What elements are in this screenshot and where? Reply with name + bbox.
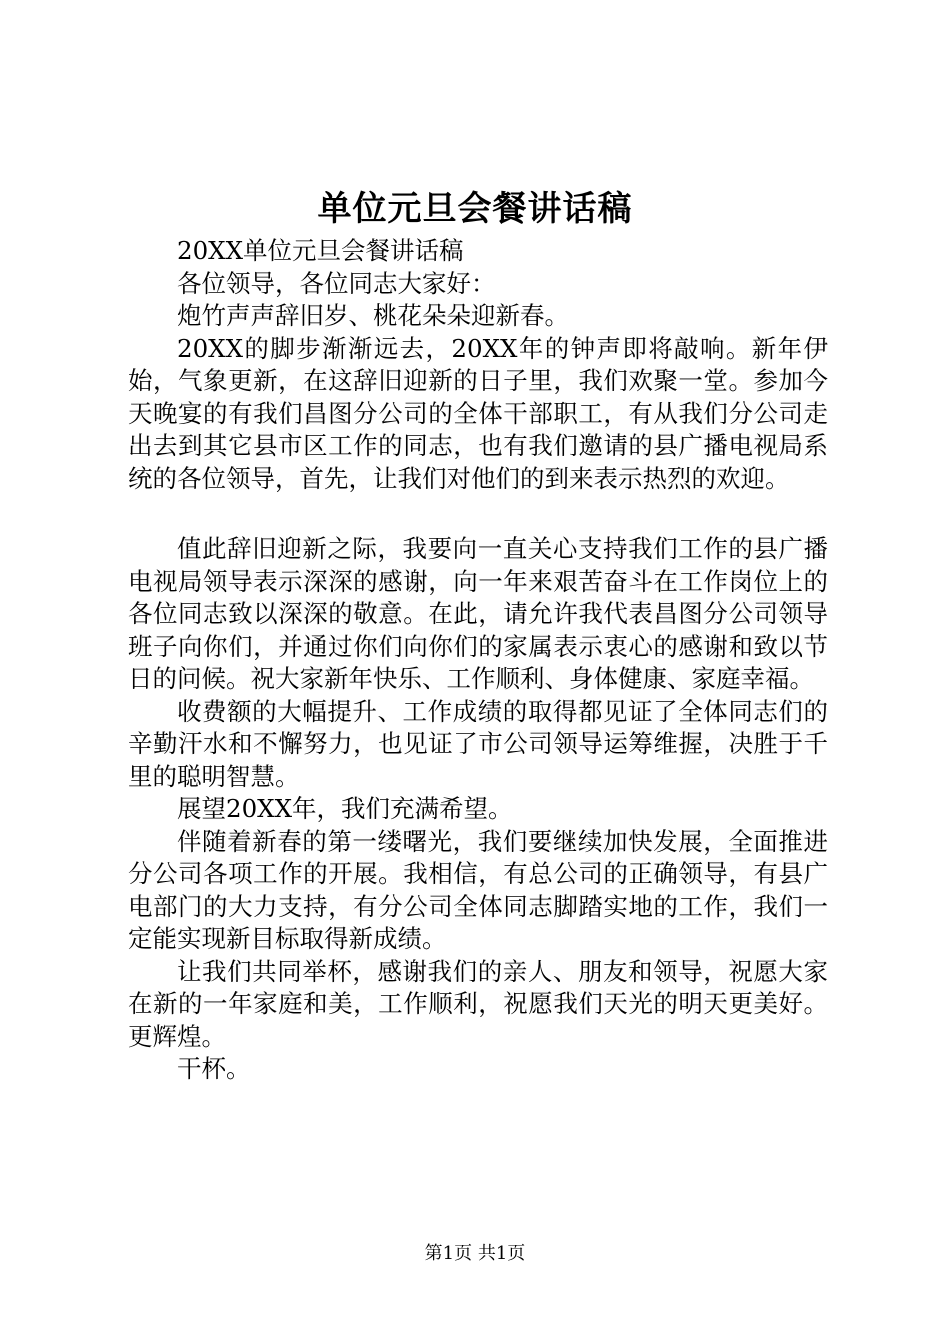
page-number-footer: 第1页 共1页	[424, 1243, 526, 1264]
paragraph-outlook: 展望20XX年，我们充满希望。	[177, 794, 513, 823]
paragraph-greeting: 各位领导，各位同志大家好：	[177, 268, 496, 298]
document-body	[128, 235, 828, 1086]
paragraph-cheers: 干杯。	[177, 1054, 251, 1083]
paragraph-development: 伴随着新春的第一缕曙光，我们要继续加快发展，全面推进分公司各项工作的开展。我相信，有总公司的正确领导，有县广电部门的大力支持，有分公司全体同志脚踏实地的工作，我们一定能实现新目标取得新成绩。	[128, 826, 828, 953]
paragraph-spacer	[128, 495, 828, 533]
paragraph-heading: 20XX单位元旦会餐讲话稿	[177, 236, 464, 265]
paragraph-toast: 让我们共同举杯，感谢我们的亲人、朋友和领导，祝愿大家在新的一年家庭和美，工作顺利，祝愿我们天光的明天更美好。更辉煌。	[128, 956, 828, 1051]
paragraph-welcome: 20XX的脚步渐渐远去，20XX年的钟声即将敲响。新年伊始，气象更新，在这辞旧迎新的日子里，我们欢聚一堂。参加今天晚宴的有我们昌图分公司的全体干部职工，有从我们分公司走出去到其它县市区工作的同志，也有我们邀请的县广播电视局系统的各位领导，首先，让我们对他们的到来表示热烈的欢迎。	[128, 333, 828, 493]
paragraph-couplet: 炮竹声声辞旧岁、桃花朵朵迎新春。	[177, 301, 569, 330]
paragraph-thanks: 值此辞旧迎新之际，我要向一直关心支持我们工作的县广播电视局领导表示深深的感谢，向一年来艰苦奋斗在工作岗位上的各位同志致以深深的敬意。在此，请允许我代表昌图分公司领导班子向你们，并通过你们向你们的家属表示衷心的感谢和致以节日的问候。祝大家新年快乐、工作顺利、身体健康、家庭幸福。	[128, 534, 828, 693]
paragraph-achievements: 收费额的大幅提升、工作成绩的取得都见证了全体同志们的辛勤汗水和不懈努力，也见证了市公司领导运筹维握，决胜于千里的聪明智慧。	[128, 696, 828, 791]
document-title: 单位元旦会餐讲话稿	[317, 189, 633, 229]
